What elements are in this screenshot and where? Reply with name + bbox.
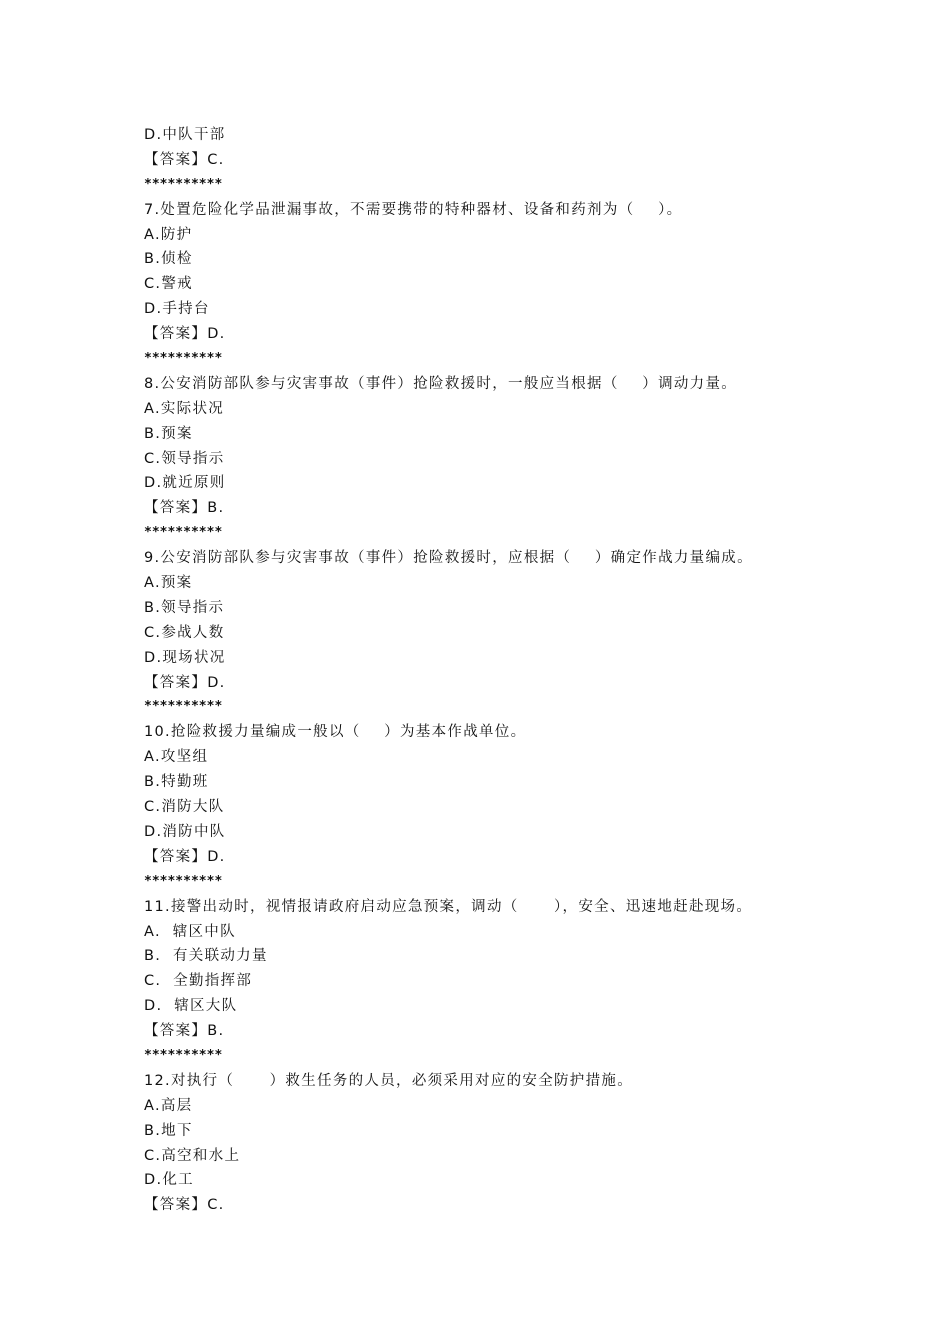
answer-text: 【答案】B.	[144, 500, 225, 517]
option-text: D. 辖区大队	[144, 998, 238, 1015]
option-text: A. 辖区中队	[144, 923, 236, 940]
option-text: C.警戒	[144, 276, 193, 293]
question-text: 9.公安消防部队参与灾害事故（事件）抢险救援时，应根据（ ）确定作战力量编成。	[144, 550, 753, 567]
option-text: B.侦检	[144, 251, 193, 268]
option-text: A.攻坚组	[144, 749, 209, 766]
question-text: 7.处置危险化学品泄漏事故，不需要携带的特种器材、设备和药剂为（ ）。	[144, 201, 683, 218]
option-text: C. 全勤指挥部	[144, 973, 253, 990]
separator-line: **********	[144, 1047, 223, 1063]
option-text: C.参战人数	[144, 624, 225, 641]
option-text: D.现场状况	[144, 649, 226, 666]
option-text: B. 有关联动力量	[144, 948, 268, 965]
option-text: D.化工	[144, 1172, 194, 1189]
answer-text: 【答案】D.	[144, 326, 226, 343]
question-text: 11.接警出动时，视情报请政府启动应急预案，调动（ ），安全、迅速地赶赴现场。	[144, 898, 753, 915]
separator-line: **********	[144, 699, 223, 715]
answer-text: 【答案】B.	[144, 1023, 225, 1040]
answer-text: 【答案】C.	[144, 1197, 225, 1214]
option-text: A.高层	[144, 1097, 193, 1114]
answer-text: 【答案】D.	[144, 674, 226, 691]
answer-text: 【答案】D.	[144, 848, 226, 865]
option-text: B.预案	[144, 425, 193, 442]
option-text: C.高空和水上	[144, 1147, 241, 1164]
option-text: C.消防大队	[144, 799, 225, 816]
answer-text: 【答案】C.	[144, 151, 225, 168]
option-text: B.特勤班	[144, 774, 209, 791]
separator-line: **********	[144, 351, 223, 367]
separator-line: **********	[144, 873, 223, 889]
separator-line: **********	[144, 525, 223, 541]
question-text: 8.公安消防部队参与灾害事故（事件）抢险救援时，一般应当根据（ ）调动力量。	[144, 375, 738, 392]
document-page	[144, 123, 844, 1218]
option-text: D.消防中队	[144, 823, 226, 840]
separator-line: **********	[144, 176, 223, 192]
question-text: 12.对执行（ ）救生任务的人员，必须采用对应的安全防护措施。	[144, 1072, 634, 1089]
option-text: D.就近原则	[144, 475, 226, 492]
option-text: D.手持台	[144, 301, 210, 318]
option-text: D.中队干部	[144, 127, 226, 143]
option-text: A.实际状况	[144, 400, 225, 417]
option-text: A.预案	[144, 575, 193, 592]
question-text: 10.抢险救援力量编成一般以（ ）为基本作战单位。	[144, 724, 527, 741]
option-text: B.领导指示	[144, 599, 225, 616]
option-text: A.防护	[144, 226, 193, 243]
option-text: C.领导指示	[144, 450, 225, 467]
option-text: B.地下	[144, 1122, 193, 1139]
